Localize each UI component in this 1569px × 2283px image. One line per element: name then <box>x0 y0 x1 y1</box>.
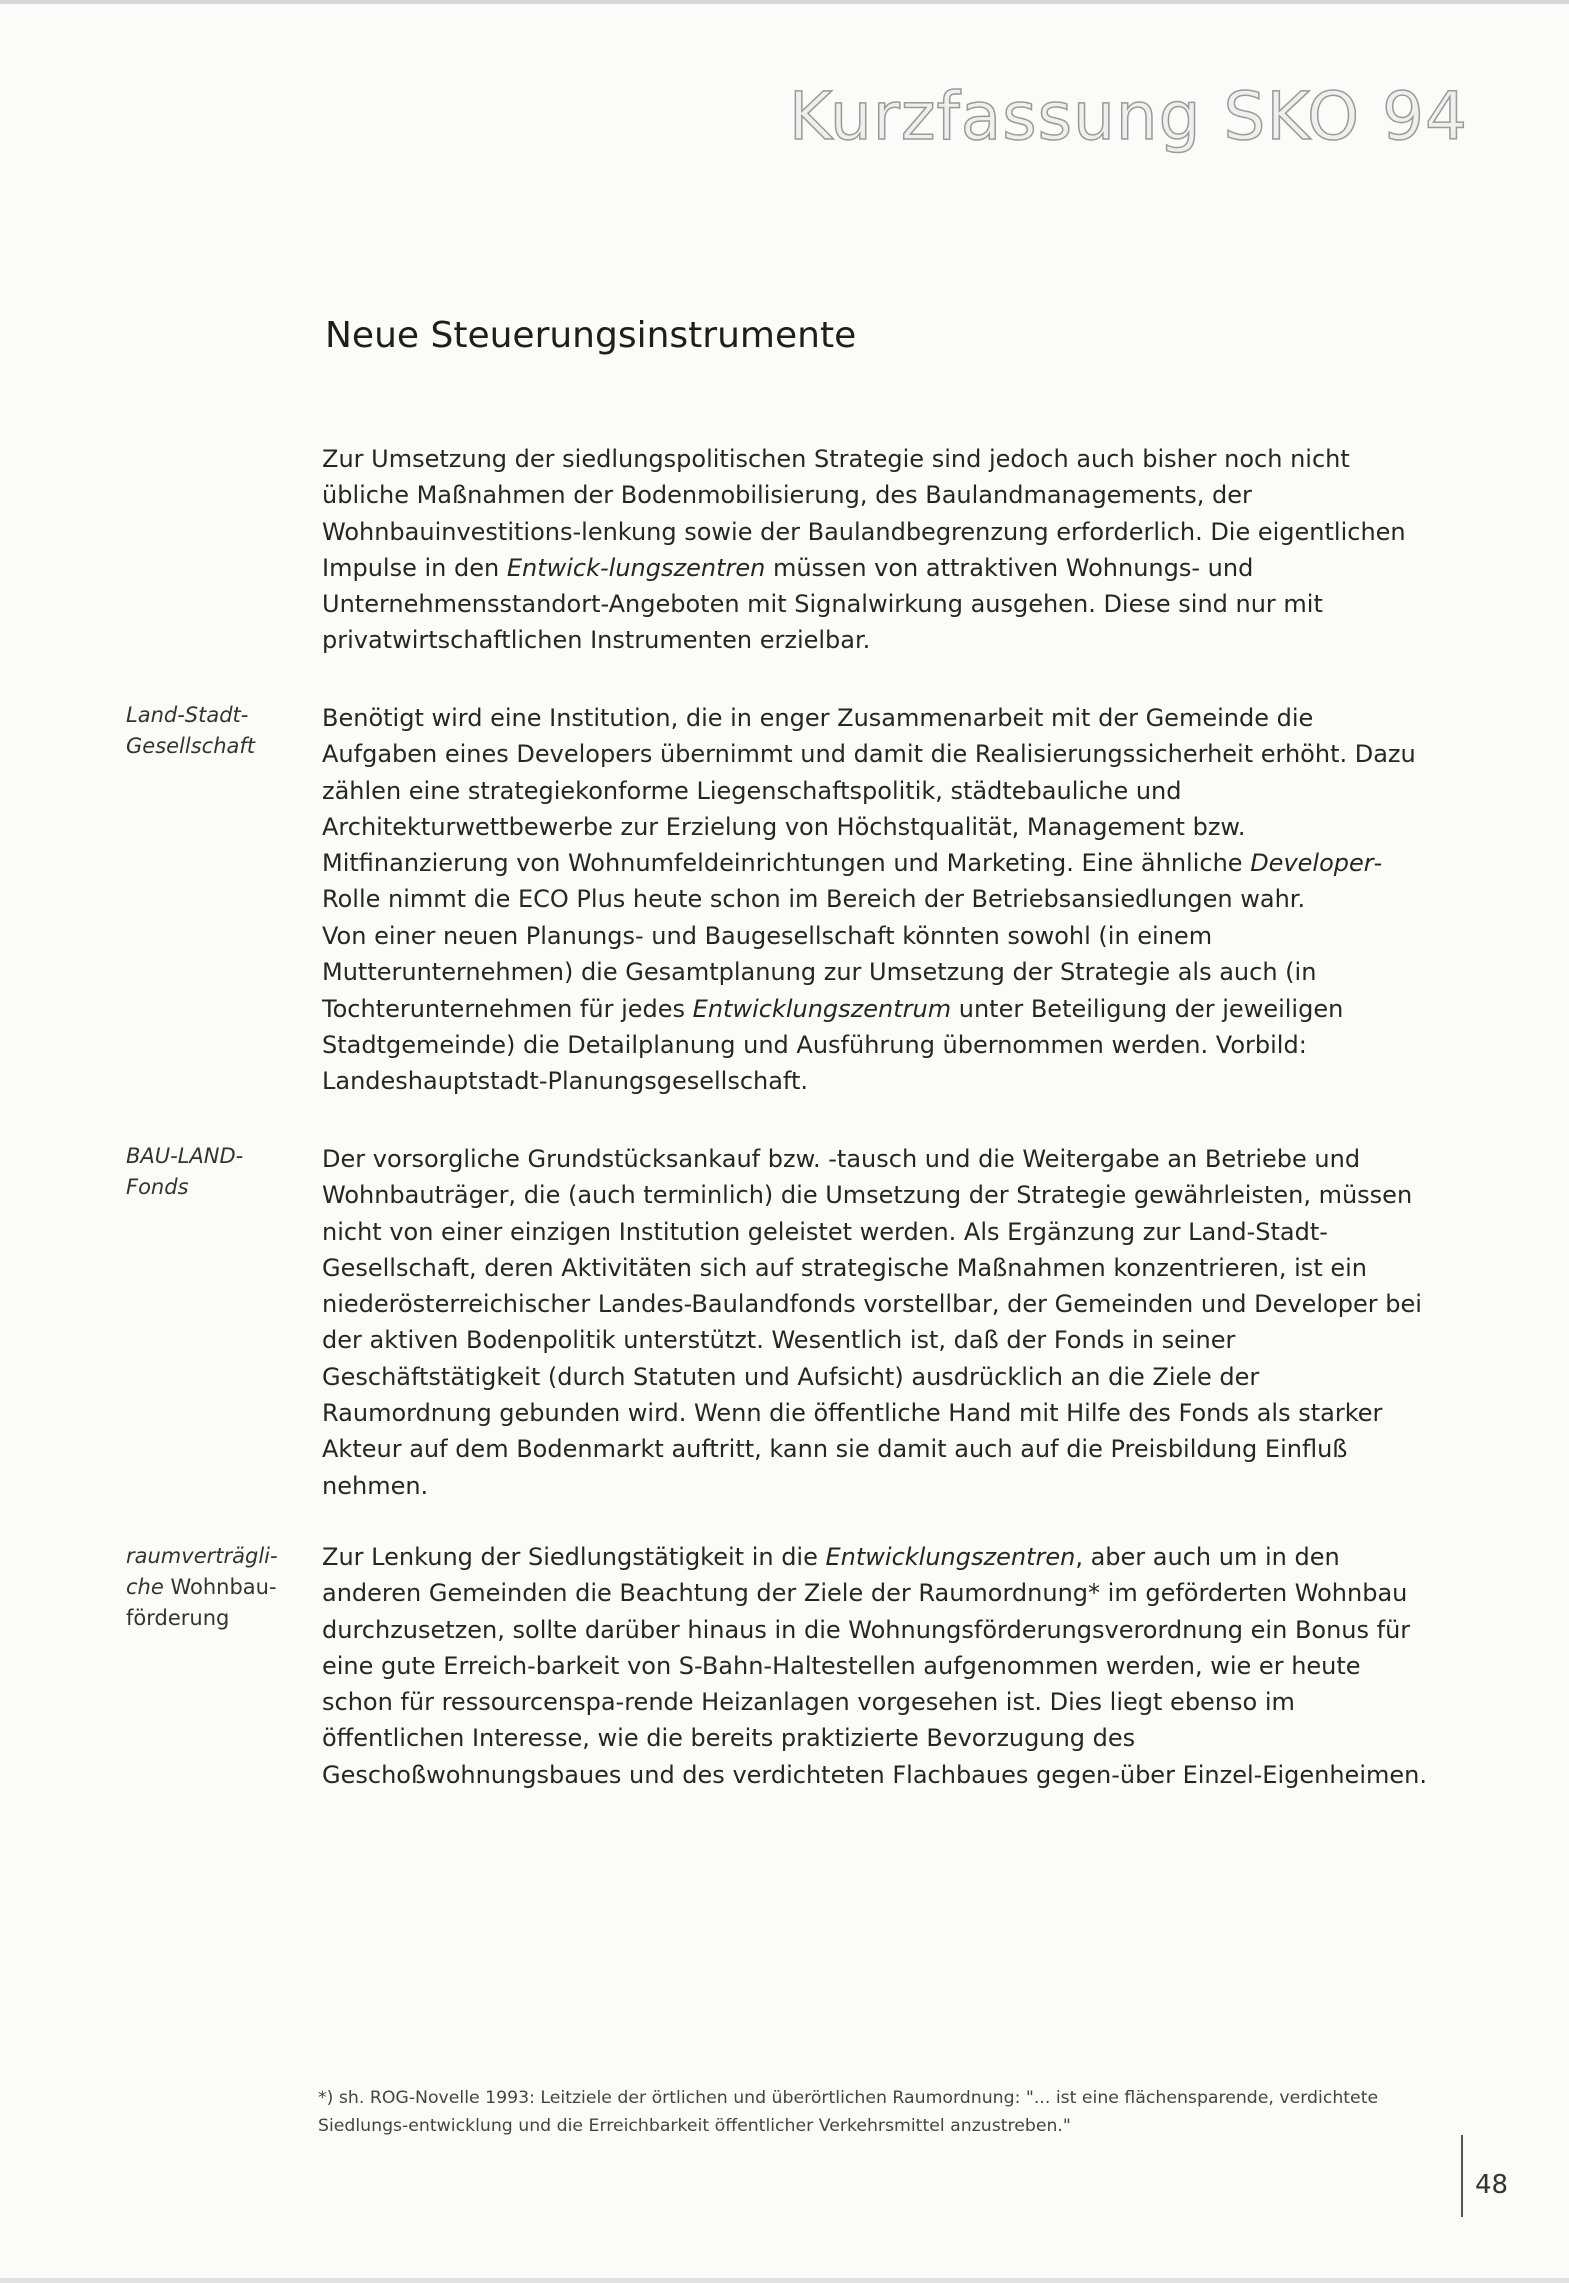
side-label-line-1: Land-Stadt- <box>126 703 249 727</box>
side-label-line-2: Gesellschaft <box>126 734 256 758</box>
side-label-line-1: BAU-LAND- <box>126 1144 244 1168</box>
land-stadt-paragraph-2 <box>322 918 1427 1099</box>
side-label-land-stadt-gesellschaft <box>126 700 286 762</box>
land-stadt-text-4: unter Beteiligung der jeweiligen Stadtgemeinde) die Detailplanung und Ausführung übernommen werden. Vorbild: Landeshauptstadt-Planungsgesellschaft. <box>322 994 1344 1096</box>
land-stadt-emphasis-2: Entwicklungszentrum <box>692 994 952 1023</box>
side-label-line-2: Fonds <box>126 1175 189 1199</box>
wohnbau-text-1: Zur Lenkung der Siedlungstätigkeit in die <box>322 1543 826 1571</box>
page-number-rule <box>1461 2135 1463 2217</box>
wohnbau-paragraph <box>322 1539 1427 1793</box>
land-stadt-text-3: Von einer neuen Planungs- und Baugesellschaft könnten sowohl (in einem Mutterunternehmen) die Gesamtplanung zur Umsetzung der Strategie als auch (in Tochterunternehmen für jedes <box>322 922 1317 1023</box>
running-title: Kurzfassung SKO 94 <box>788 78 1468 155</box>
land-stadt-text-1: Benötigt wird eine Institution, die in enger Zusammenarbeit mit der Gemeinde die Aufgaben eines Developers übernimmt und damit die Realisierungssicherheit erhöht. Dazu zählen eine strategiekonforme Liegenschaftspolitik, städtebauliche und Architekturwettbewerbe zur Erzielung von Höchstqualität, Management bzw. Mitfinanzierung von Wohnumfeldeinrichtungen und Marketing. Eine ähnliche <box>322 704 1416 878</box>
side-label-regular: Wohnbau-förderung <box>126 1575 277 1630</box>
page-number: 48 <box>1475 2170 1509 2200</box>
side-label-bau-land-fonds <box>126 1141 286 1203</box>
scan-top-edge <box>0 0 1569 4</box>
intro-paragraph <box>322 441 1427 659</box>
intro-emphasis: Entwick-lungszentren <box>506 553 766 582</box>
bau-land-paragraph: Der vorsorgliche Grundstücksankauf bzw. -tausch und die Weitergabe an Betriebe und Wohnbauträger, die (auch terminlich) die Umsetzung der Strategie gewährleisten, müssen nicht von einer einzigen Institution geleistet werden. Als Ergänzung zur Land-Stadt-Gesellschaft, deren Aktivitäten sich auf strategische Maßnahmen konzentrieren, ist ein niederösterreichischer Landes-Baulandfonds vorstellbar, der Gemeinden und Developer bei der aktiven Bodenpolitik unterstützt. Wesentlich ist, daß der Fonds in seiner Geschäftstätigkeit (durch Statuten und Aufsicht) ausdrücklich an die Ziele der Raumordnung gebunden wird. Wenn die öffentliche Hand mit Hilfe des Fonds als starker Akteur auf dem Bodenmarkt auftritt, kann sie damit auch auf die Preisbildung Einfluß nehmen. <box>322 1145 1422 1500</box>
land-stadt-text-2: -Rolle nimmt die ECO Plus heute schon im Bereich der Betriebsansiedlungen wahr. <box>322 849 1383 914</box>
side-label-italic: raumverträgli-che <box>126 1544 278 1599</box>
wohnbau-emphasis: Entwicklungszentren <box>825 1543 1076 1571</box>
wohnbau-text-2: , aber auch um in den anderen Gemeinden die Beachtung der Ziele der Raumordnung* im geförderten Wohnbau durchzusetzen, sollte darüber hinaus in die Wohnungsförderungsverordnung ein Bonus für eine gute Erreich-barkeit von S-Bahn-Haltestellen aufgenommen werden, wie er heute schon für ressourcenspa-rende Heizanlagen vorgesehen ist. Dies liegt ebenso im öffentlichen Interesse, wie die bereits praktizierte Bevorzugung des Geschoßwohnungsbaues und des verdichteten Flachbaues gegen-über Einzel-Eigenheimen. <box>322 1543 1427 1789</box>
intro-text-2: müssen von attraktiven Wohnungs- und Unternehmensstandort-Angeboten mit Signalwirkung ausgehen. Diese sind nur mit privatwirtschaftlichen Instrumenten erzielbar. <box>322 553 1323 655</box>
footnote: *) sh. ROG-Novelle 1993: Leitziele der örtlichen und überörtlichen Raumordnung: "... ist eine flächensparende, verdichtete Siedlungs-entwicklung und die Erreichbarkeit öffentlicher Verkehrsmittel anzustreben." <box>318 2088 1379 2136</box>
section-heading: Neue Steuerungsinstrumente <box>325 315 857 356</box>
land-stadt-paragraph <box>322 700 1427 918</box>
scan-bottom-edge <box>0 2278 1569 2283</box>
side-label-wohnbaufoerderung <box>126 1541 286 1634</box>
land-stadt-emphasis-1: Developer <box>1250 849 1374 878</box>
intro-text-1: Zur Umsetzung der siedlungspolitischen Strategie sind jedoch auch bisher noch nicht übliche Maßnahmen der Bodenmobilisierung, des Baulandmanagements, der Wohnbauinvestitions-lenkung sowie der Baulandbegrenzung erforderlich. Die eigentlichen Impulse in den <box>322 445 1406 582</box>
